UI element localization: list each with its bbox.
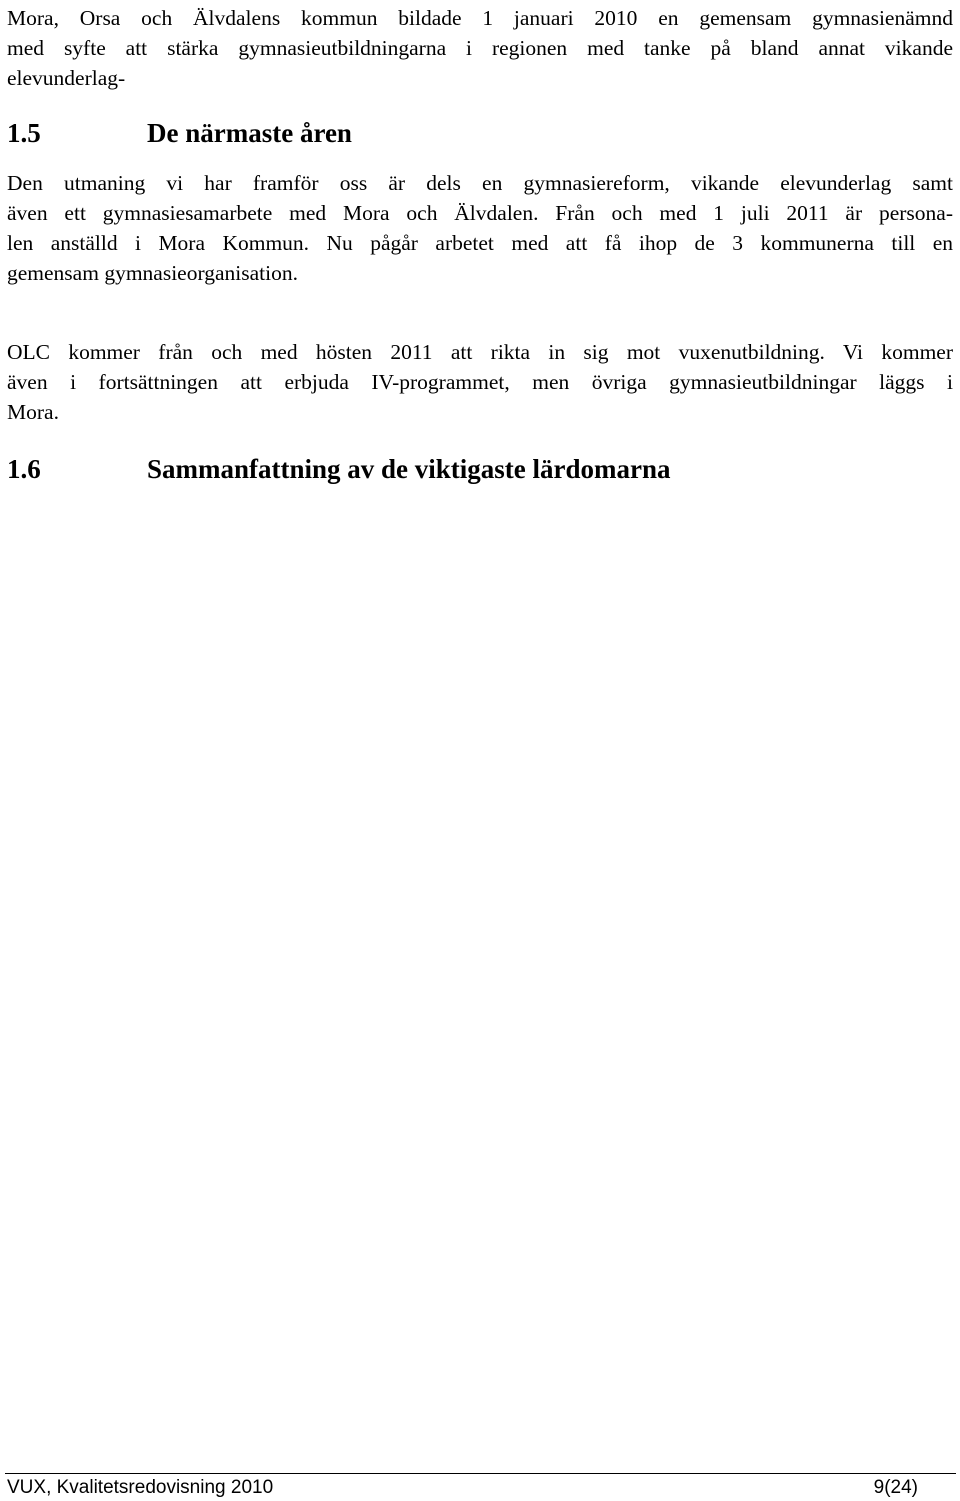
text-line: Den utmaning vi har framför oss är dels en gymnasiereform, vikande elevunderlag samt — [7, 171, 953, 195]
text-line: även ett gymnasiesamarbete med Mora och Älvdalen. Från och med 1 juli 2011 är persona- — [7, 201, 953, 225]
text-line: med syfte att stärka gymnasieutbildningarna i regionen med tanke på bland annat vikande — [7, 36, 953, 60]
section-heading-1-6 — [7, 456, 671, 483]
section-number: 1.5 — [7, 118, 41, 148]
section-title: Sammanfattning av de viktigaste lärdomarna — [147, 454, 671, 484]
footer-document-title: VUX, Kvalitetsredovisning 2010 — [7, 1477, 274, 1498]
text-line: även i fortsättningen att erbjuda IV-programmet, men övriga gymnasieutbildningar läggs i — [7, 370, 953, 394]
page-footer — [7, 1478, 918, 1497]
text-line: OLC kommer från och med hösten 2011 att rikta in sig mot vuxenutbildning. Vi kommer — [7, 340, 953, 364]
text-line: Mora. — [7, 400, 59, 424]
text-line: Mora, Orsa och Älvdalens kommun bildade 1 januari 2010 en gemensam gymnasienämnd — [7, 6, 953, 30]
section-title: De närmaste åren — [147, 118, 352, 148]
footer-divider — [5, 1473, 956, 1474]
text-line: gemensam gymnasieorganisation. — [7, 261, 298, 285]
text-line: elevunderlag- — [7, 66, 126, 90]
section-number: 1.6 — [7, 454, 41, 484]
text-line: len anställd i Mora Kommun. Nu pågår arbetet med att få ihop de 3 kommunerna till en — [7, 231, 953, 255]
page-number: 9(24) — [873, 1477, 918, 1498]
section-heading-1-5 — [7, 120, 352, 147]
